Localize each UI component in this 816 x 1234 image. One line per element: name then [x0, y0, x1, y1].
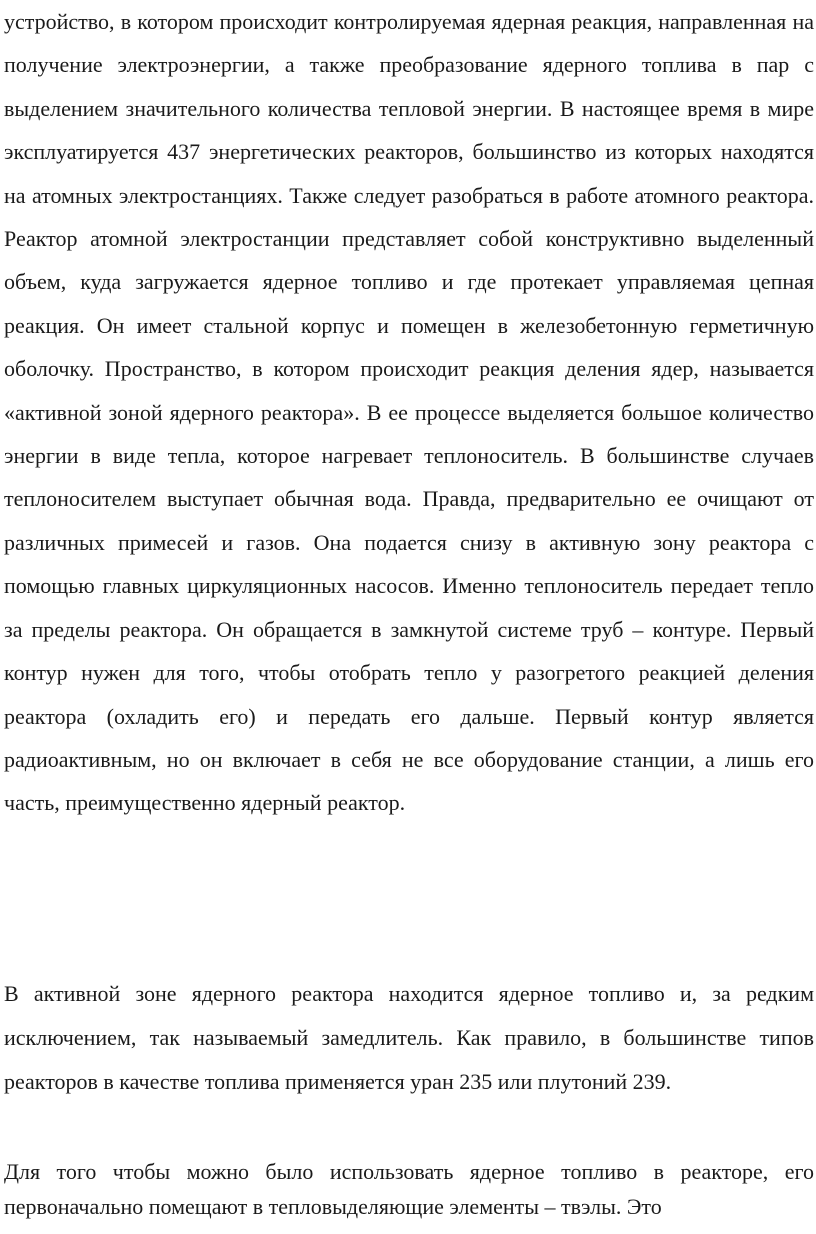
paragraph-active-zone-fuel: В активной зоне ядерного реактора находится ядерное топливо и, за редким исключением, так называемый замедлитель. Как правило, в большинстве типов реакторов в качестве топлива применяется уран 235 или плутоний 239. [4, 981, 814, 1094]
paragraph-fuel-elements: Для того чтобы можно было использовать ядерное топливо в реакторе, его первоначально помещают в тепловыделяющие элементы – твэлы. Это [4, 1159, 814, 1219]
paragraph-reactor-description: устройство, в котором происходит контролируемая ядерная реакция, направленная на получение электроэнергии, а также преобразование ядерного топлива в пар с выделением значительного количества тепловой энергии. В настоящее время в мире эксплуатируется 437 энергетических реакторов, большинство из которых находятся на атомных электростанциях. Также следует разобраться в работе атомного реактора. Реактор атомной электростанции представляет собой конструктивно выделенный объем, куда загружается ядерное топливо и где протекает управляемая цепная реакция. Он имеет стальной корпус и помещен в железобетонную герметичную оболочку. Пространство, в котором происходит реакция деления ядер, называется «активной зоной ядерного реактора». В ее процессе выделяется большое количество энергии в виде тепла, которое нагревает теплоноситель. В большинстве случаев теплоносителем выступает обычная вода. Правда, предварительно ее очищают от различных примесей и газов. Она подается снизу в активную зону реактора с помощью главных циркуляционных насосов. Именно теплоноситель передает тепло за пределы реактора. Он обращается в замкнутой системе труб – контуре. Первый контур нужен для того, чтобы отобрать тепло у разогретого реакцией деления реактора (охладить его) и передать его дальше. Первый контур является радиоактивным, но он включает в себя не все оборудование станции, а лишь его часть, преимущественно ядерный реактор. [4, 9, 814, 816]
